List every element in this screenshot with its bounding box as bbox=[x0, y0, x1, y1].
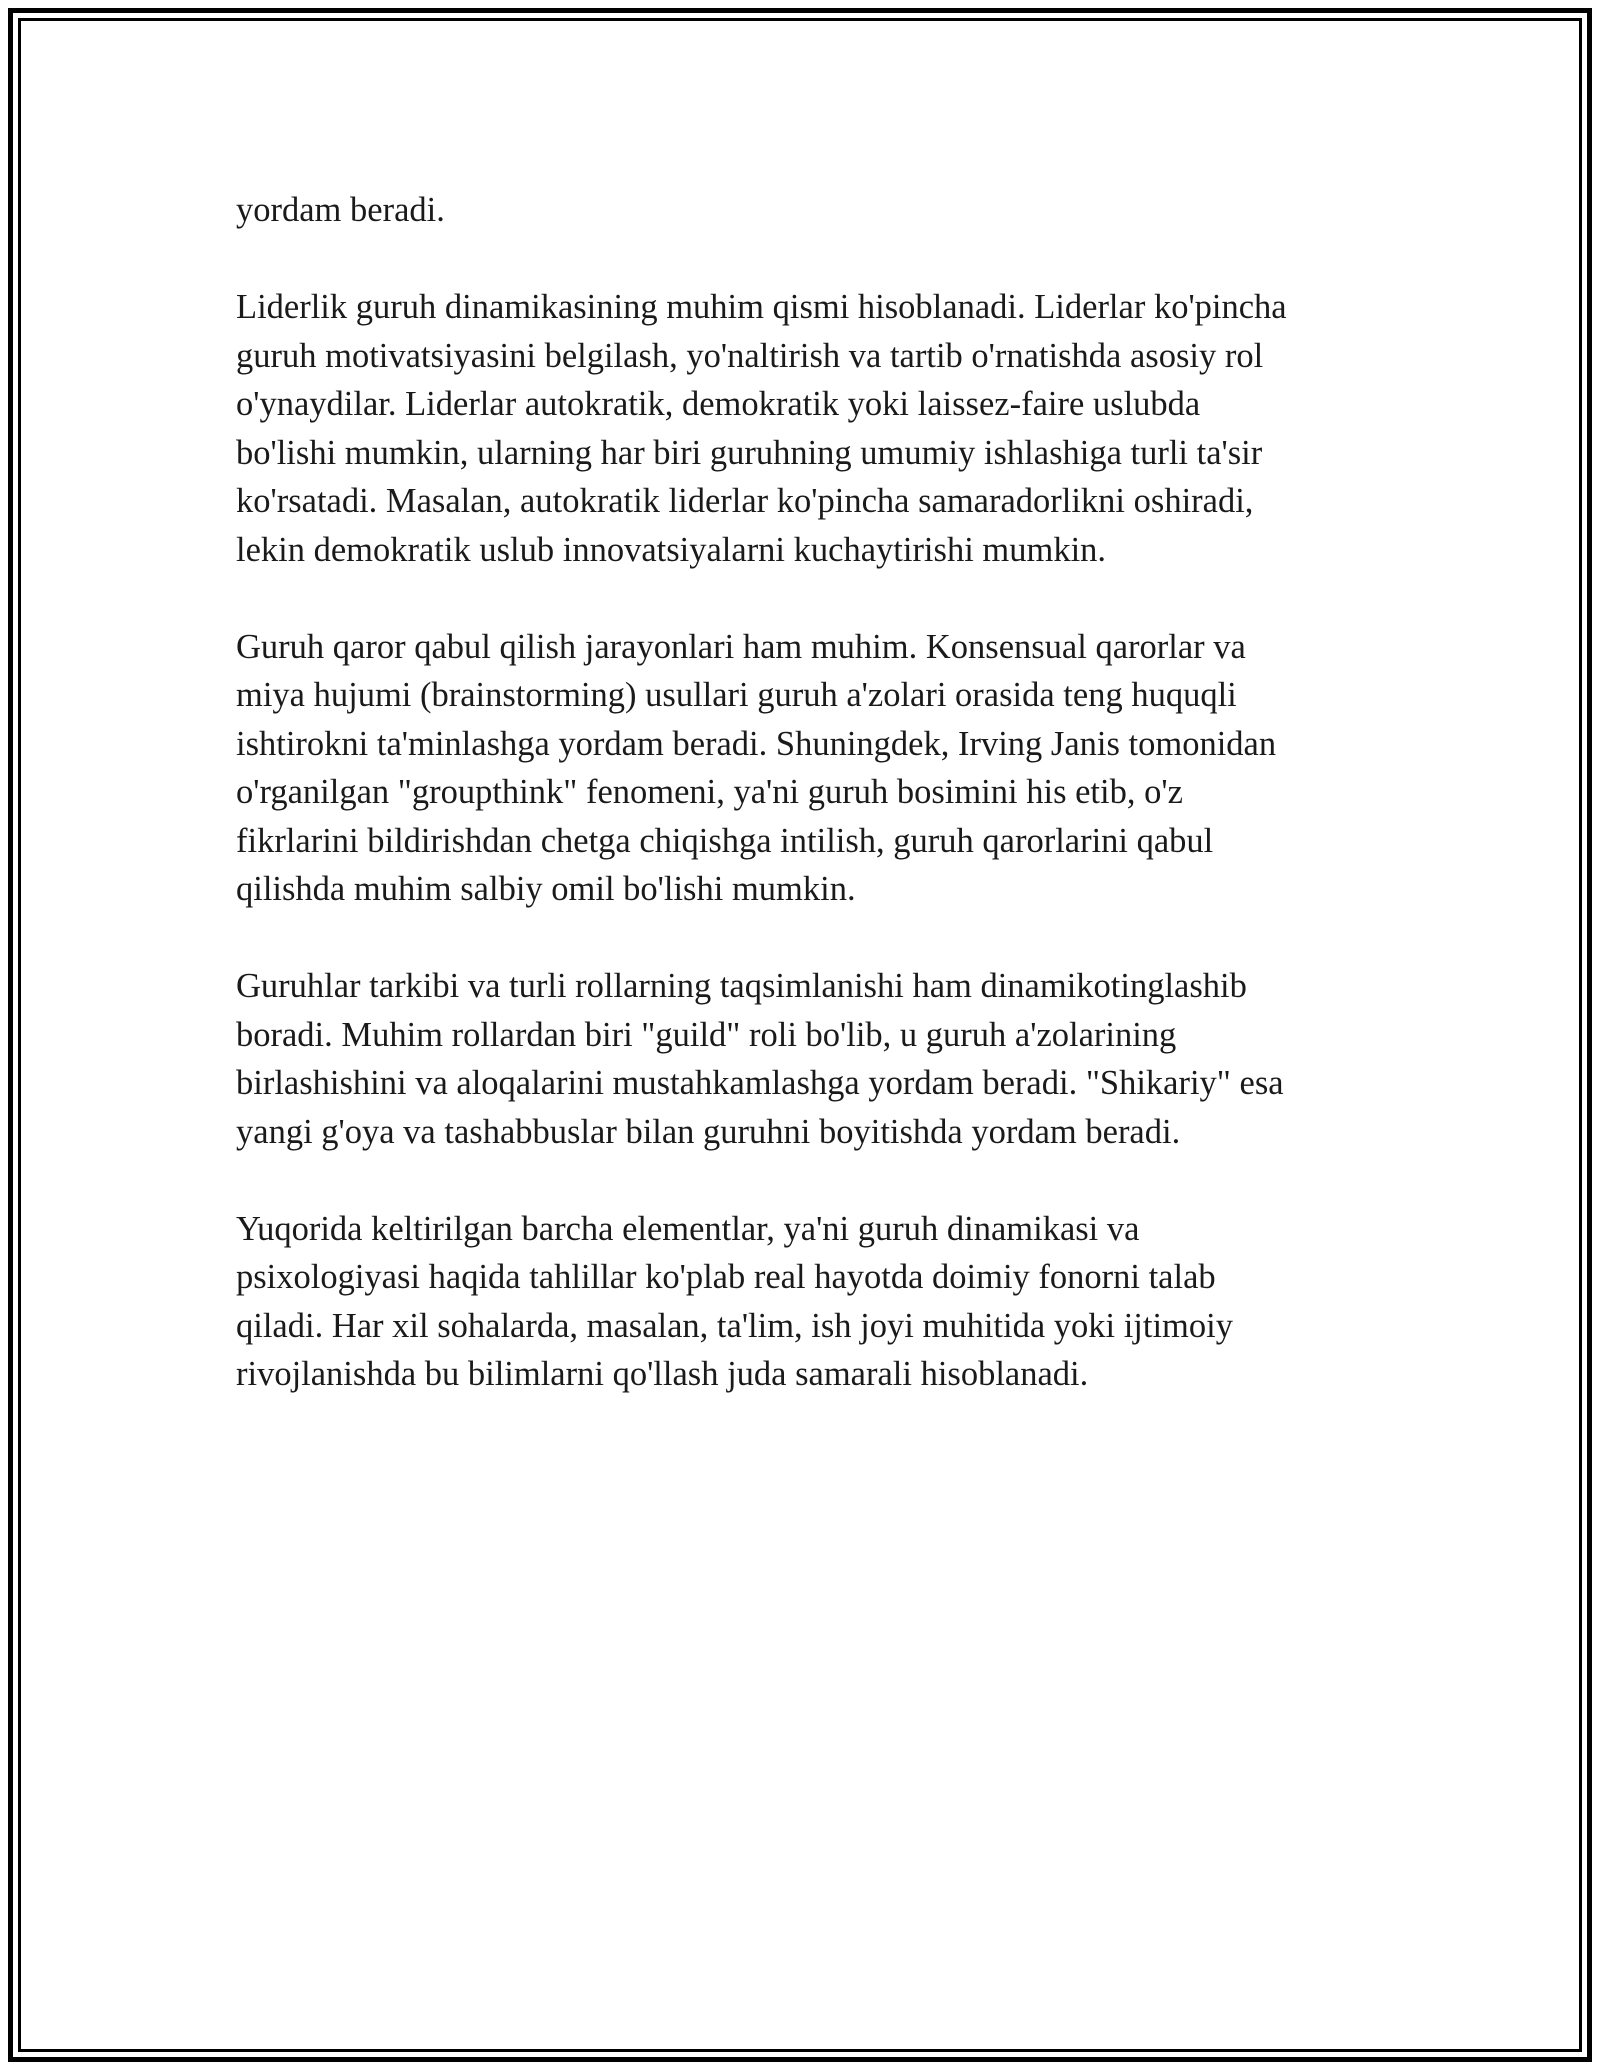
document-body bbox=[236, 186, 1366, 1447]
paragraph-conclusion: Yuqorida keltirilgan barcha elementlar, ya'ni guruh dinamikasi va psixologiyasi haqida tahlillar ko'plab real hayotda doimiy fonorni talab qiladi. Har xil sohalarda, masalan, ta'lim, ish joyi muhitida yoki ijtimoiy rivojlanishda bu bilimlarni qo'llash juda samarali hisoblanadi. bbox=[236, 1209, 1233, 1393]
paragraph-continuation: yordam beradi. bbox=[236, 191, 445, 229]
paragraph-leadership: Liderlik guruh dinamikasining muhim qismi hisoblanadi. Liderlar ko'pincha guruh motivatsiyasini belgilash, yo'naltirish va tartib o'rnatishda asosiy rol o'ynaydilar. Liderlar autokratik, demokratik yoki laissez-faire uslubda bo'lishi mumkin, ularning har biri guruhning umumiy ishlashiga turli ta'sir ko'rsatadi. Masalan, autokratik liderlar ko'pincha samaradorlikni oshiradi, lekin demokratik uslub innovatsiyalarni kuchaytirishi mumkin. bbox=[236, 288, 1287, 569]
paragraph-group-roles: Guruhlar tarkibi va turli rollarning taqsimlanishi ham dinamikotinglashib boradi. Muhim rollardan biri "guild" roli bo'lib, u guruh a'zolarining birlashishini va aloqalarini mustahkamlashga yordam beradi. "Shikariy" esa yangi g'oya va tashabbuslar bilan guruhni boyitishda yordam beradi. bbox=[236, 967, 1284, 1151]
paragraph-decision-making: Guruh qaror qabul qilish jarayonlari ham muhim. Konsensual qarorlar va miya hujumi (brainstorming) usullari guruh a'zolari orasida teng huquqli ishtirokni ta'minlashga yordam beradi. Shuningdek, Irving Janis tomonidan o'rganilgan "groupthink" fenomeni, ya'ni guruh bosimini his etib, o'z fikrlarini bildirishdan chetga chiqishga intilish, guruh qarorlarini qabul qilishda muhim salbiy omil bo'lishi mumkin. bbox=[236, 627, 1277, 908]
